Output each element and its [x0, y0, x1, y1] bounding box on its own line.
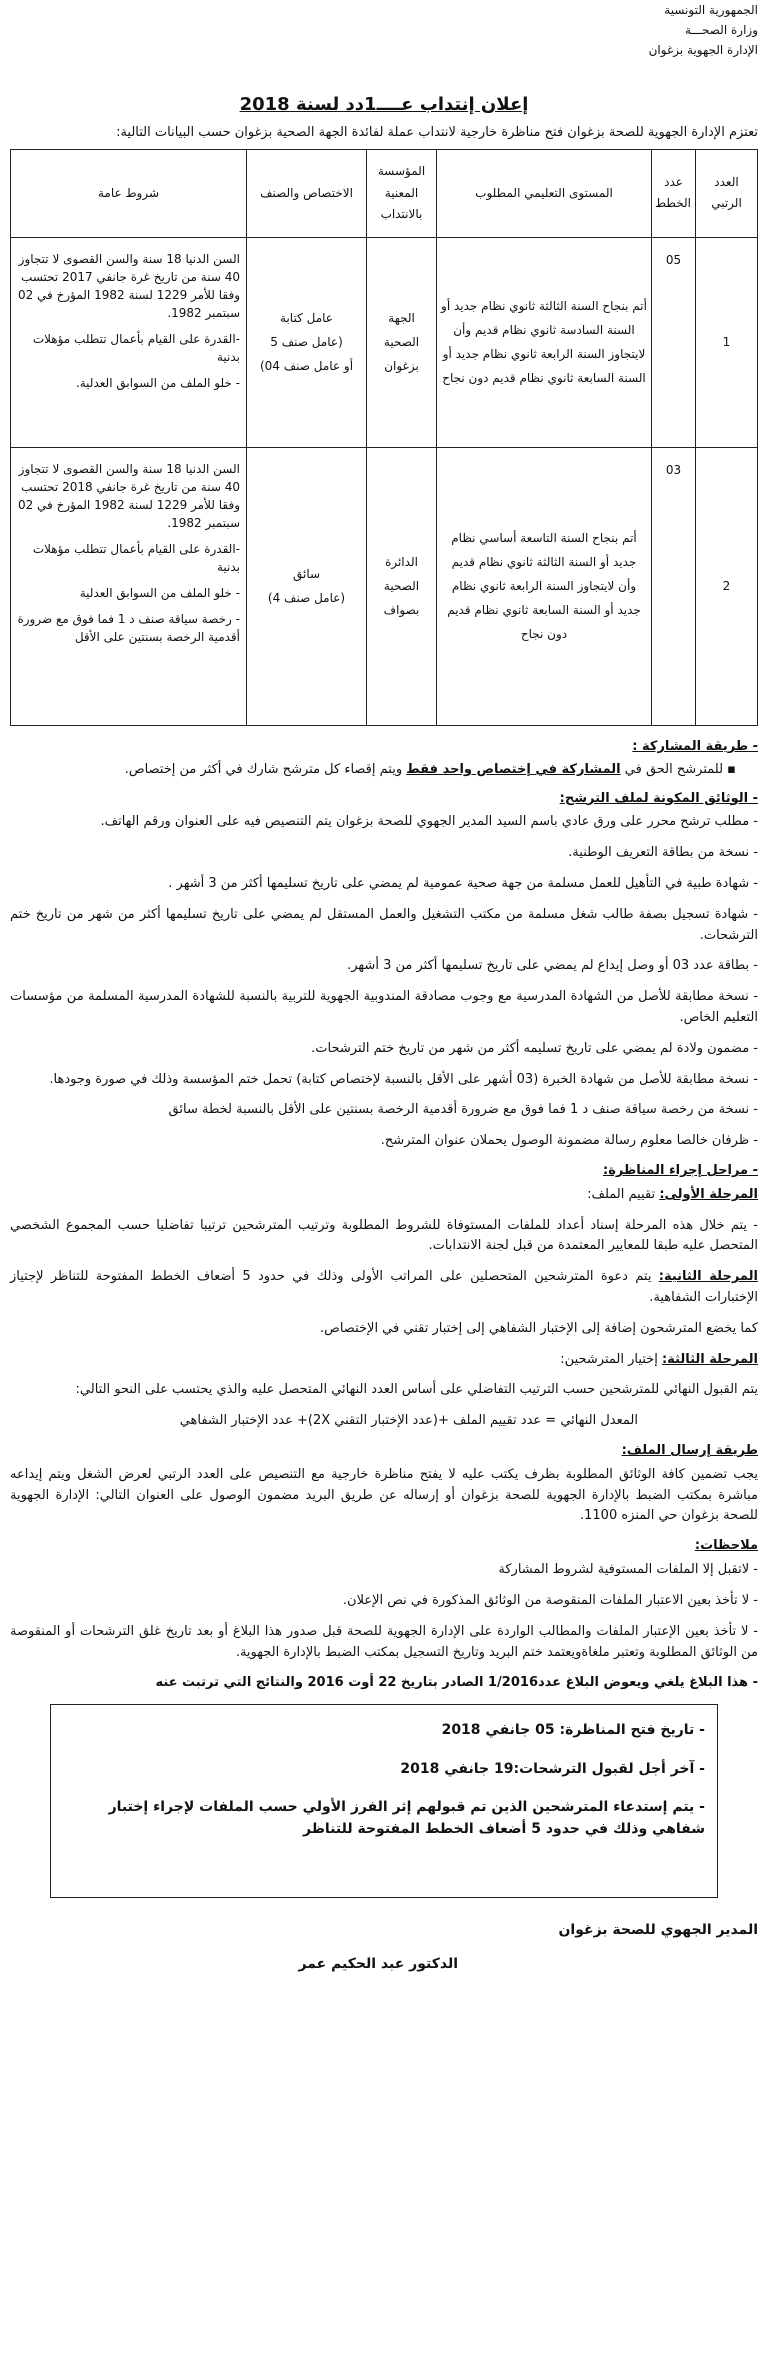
signature-role: المدير الجهوي للصحة بزغوان [558, 1921, 758, 1938]
notes-title: ملاحظات: [694, 1538, 758, 1554]
participation-text-post: ويتم إقصاء كل مترشح شارك في أكثر من إختصاص. [124, 761, 407, 777]
list-item: - بطاقة عدد 03 أو وصل إيداع لم يمضي على تاريخ تسليمها أكثر من 3 أشهر. [347, 958, 758, 974]
sending-title: طريقة إرسال الملف: [621, 1443, 758, 1459]
stage1-heading [10, 1185, 758, 1206]
condition-item: - رخصة سياقة صنف د 1 فما فوق مع ضرورة أقدمية الرخصة بسنتين على الأقل [17, 611, 240, 644]
row-institution: الجهة الصحية بزغوان [367, 237, 437, 447]
row-specialty [247, 447, 367, 725]
letterhead-administration: الإدارة الجهوية بزغوان [648, 43, 758, 57]
row-level: أتم بنجاح السنة التاسعة أساسي نظام جديد أو السنة الثالثة ثانوي نظام قديم وأن لايتجاوز السنة الرابعة ثانوي نظام جديد أو السنة السابعة ثانوي نظام قديم دون نجاح [437, 447, 652, 725]
row-rank: 1 [696, 237, 758, 447]
condition-item: السن الدنيا 18 سنة والسن القصوى لا تتجاوز 40 سنة من تاريخ غرة جانفي 2017 تحتسب وفقا للأمر 1229 لسنة 1982 المؤرخ في 02 سبتمبر 1982. [17, 251, 240, 320]
positions-table [10, 149, 758, 726]
list-item: - لا تأخذ بعين الاعتبار الملفات المنقوصة من الوثائق المذكورة في نص الإعلان. [342, 1592, 758, 1608]
specialty-line: (عامل صنف 5 [270, 335, 343, 350]
stage2-paragraph [10, 1267, 758, 1309]
row-conditions [11, 237, 247, 447]
list-item: - لاتقبل إلا الملفات المستوفية لشروط المشاركة [498, 1562, 758, 1578]
cancel-notice: - هذا البلاغ يلغي ويعوض البلاغ عدد1/2016 الصادر بتاريخ 22 أوت 2016 والنتائج التي ترتبت عنه [155, 1675, 758, 1691]
header-specialty: الاختصاص والصنف [247, 149, 367, 237]
list-item: - لا تأخذ بعين الإعتبار الملفات والمطالب الواردة على الإدارة الجهوية للصحة قبل صدور هذا البلاغ أو بعد تاريخ غلق الترشحات أو المنقوصة من الوثائق المطلوبة وتعتبر ملغاةويعتمد ختم البريد وتاريخ التسجيل بمكتب الضبط بالإدارة الجهوية. [10, 1623, 758, 1660]
dates-box [50, 1704, 718, 1898]
participation-title: - طريقة المشاركة : [632, 738, 758, 754]
list-item: - نسخة مطابقة للأصل من الشهادة المدرسية مع وجوب مصادقة المندوبية الجهوية للتربية بالنسبة للشهادة المدرسية المسلمة من مؤسسات التعليم الخاص. [10, 989, 758, 1026]
sending-text: يجب تضمين كافة الوثائق المطلوبة بظرف يكتب عليه لا يفتح مناظرة خارجية مع التنصيص على العدد الرتبي لعرض الشغل ويتم إيداعه مباشرة بمكتب الضبط بالإدارة الجهوية للصحة بزغوان أو إرساله عن طريق البريد مضمون الوصول على العنوان التالي: الإدارة الجهوية للصحة بزغوان حي المنزه 1100. [10, 1466, 758, 1524]
letterhead-republic: الجمهورية التونسية [664, 3, 758, 17]
condition-item: - خلو الملف من السوابق العدلية [79, 585, 240, 600]
stages-title: - مراحل إجراء المناظرة: [603, 1163, 758, 1179]
deadline-date: - آخر أجل لقبول الترشحات:19 جانفي 2018 [400, 1760, 705, 1777]
row-rank: 2 [696, 447, 758, 725]
stage3-text: يتم القبول النهائي للمترشحين حسب الترتيب التفاضلي على أساس العدد النهائي المتحصل عليه والذي يحتسب على النحو التالي: [75, 1382, 758, 1398]
participation-text-pre: للمترشح الحق في [620, 761, 724, 777]
docs-list [10, 812, 758, 1152]
stage3-heading [10, 1350, 758, 1371]
stage1-text: - يتم خلال هذه المرحلة إسناد أعداد للملفات المستوفاة للشروط المطلوبة وترتيب المترشحين ترتيبا تفاضليا حسب المجموع الشخصي المتحصل عليه طبقا للمعايير المعتمدة من قبل لجنة الانتدابات. [10, 1217, 758, 1254]
page-title: إعلان إنتداب عــــ1دد لسنة 2018 [239, 94, 529, 115]
letterhead-ministry: وزارة الصحـــة [685, 23, 758, 37]
header-rank: العدد الرتبي [696, 149, 758, 237]
list-item: - نسخة مطابقة للأصل من شهادة الخبرة (03 أشهر على الأقل بالنسبة لإختصاص كتابة) تحمل ختم المؤسسة وذلك في صورة وجودها. [49, 1071, 758, 1087]
row-specialty [247, 237, 367, 447]
condition-item: -القدرة على القيام بأعمال تتطلب مؤهلات بدنية [32, 541, 240, 574]
invitation-note: - يتم إستدعاء المترشحين الذين تم قبولهم إثر الفرز الأولي حسب الملفات لإجراء إختبار شفاهي وذلك في حدود 5 أضعاف الخطط المفتوحة للتناظر [108, 1798, 705, 1838]
row-count: 05 [652, 237, 696, 447]
participation-text: ▪ للمترشح الحق في المشاركة في إختصاص واحد فقط ويتم إقصاء كل مترشح شارك في أكثر من إختصاص. [124, 761, 736, 777]
table-row [11, 447, 758, 725]
open-date: - تاريخ فتح المناظرة: 05 جانفي 2018 [441, 1722, 705, 1739]
final-score-formula: المعدل النهائي = عدد تقييم الملف +(عدد الإختبار التقني 2X)+ عدد الإختبار الشفاهي [179, 1413, 638, 1429]
table-header-row [11, 149, 758, 237]
table-row [11, 237, 758, 447]
header-institution: المؤسسة المعنية بالانتداب [367, 149, 437, 237]
stage2-text: يتم دعوة المترشحين المتحصلين على المراتب الأولى وذلك في حدود 5 أضعاف الخطط المفتوحة للتناظر لإجتياز الإختبارات الشفاهية. [10, 1269, 758, 1306]
participation-text-bold: المشاركة في إختصاص واحد فقط [406, 761, 621, 777]
stage1-label: المرحلة الأولى: [659, 1186, 758, 1202]
condition-item: -القدرة على القيام بأعمال تتطلب مؤهلات بدنية [32, 331, 240, 364]
stage3-label: المرحلة الثالثة: [661, 1351, 758, 1367]
row-level: أتم بنجاح السنة الثالثة ثانوي نظام جديد أو السنة السادسة ثانوي نظام قديم وأن لايتجاوز السنة الرابعة ثانوي نظام جديد أو السنة السابعة ثانوي نظام قديم دون نجاح [437, 237, 652, 447]
stage1-name: تقييم الملف: [587, 1186, 660, 1202]
row-conditions [11, 447, 247, 725]
stage2-label: المرحلة الثانية: [658, 1269, 758, 1285]
intro-text: تعتزم الإدارة الجهوية للصحة بزغوان فتح مناظرة خارجية لانتداب عملة لفائدة الجهة الصحية بزغوان حسب البيانات التالية: [116, 125, 758, 141]
row-count: 03 [652, 447, 696, 725]
stage2-extra: كما يخضع المترشحون إضافة إلى الإختبار الشفاهي إلى إختبار تقني في الإختصاص. [319, 1320, 758, 1336]
list-item: - شهادة طبية في التأهيل للعمل مسلمة من جهة صحية عمومية لم يمضي على تاريخ تسليمها أكثر من 3 أشهر . [168, 876, 758, 892]
signature-name: الدكتور عبد الحكيم عمر [298, 1955, 458, 1972]
list-item: - مضمون ولادة لم يمضي على تاريخ تسليمه أكثر من شهر من تاريخ ختم الترشحات. [311, 1040, 758, 1056]
docs-title: - الوثائق المكونة لملف الترشح: [559, 790, 758, 806]
specialty-line: سائق [292, 567, 321, 582]
header-level: المستوى التعليمي المطلوب [437, 149, 652, 237]
list-item: - شهادة تسجيل بصفة طالب شغل مسلمة من مكتب التشغيل والعمل المستقل لم يمضي على تاريخ تسليمها أكثر من شهر من تاريخ ختم الترشحات. [10, 906, 758, 943]
letterhead [10, 2, 758, 62]
list-item: - نسخة من بطاقة التعريف الوطنية. [568, 845, 758, 861]
header-count: عدد الخطط [652, 149, 696, 237]
list-item: - ظرفان خالصا معلوم رسالة مضمونة الوصول يحملان عنوان المترشح. [380, 1133, 758, 1149]
list-item: - مطلب ترشح محرر على ورق عادي باسم السيد المدير الجهوي للصحة بزغوان يتم التنصيص فيه على العنوان ورقم الهاتف. [100, 814, 758, 830]
condition-item: السن الدنيا 18 سنة والسن القصوى لا تتجاوز 40 سنة من تاريخ غرة جانفي 2018 تحتسب وفقا للأمر 1229 لسنة 1982 المؤرخ في 02 سبتمبر 1982. [17, 461, 240, 530]
specialty-line: (عامل صنف 4) [267, 591, 346, 606]
specialty-line: أو عامل صنف 04) [259, 359, 354, 374]
condition-item: - خلو الملف من السوابق العدلية. [75, 375, 240, 390]
row-institution: الدائرة الصحية بصواف [367, 447, 437, 725]
specialty-line: عامل كتابة [280, 311, 333, 326]
header-conditions: شروط عامة [11, 149, 247, 237]
list-item: - نسخة من رخصة سياقة صنف د 1 فما فوق مع ضرورة أقدمية الرخصة بسنتين على الأقل بالنسبة لخطة سائق [168, 1102, 758, 1118]
stage3-name: إختيار المترشحين: [560, 1351, 662, 1367]
